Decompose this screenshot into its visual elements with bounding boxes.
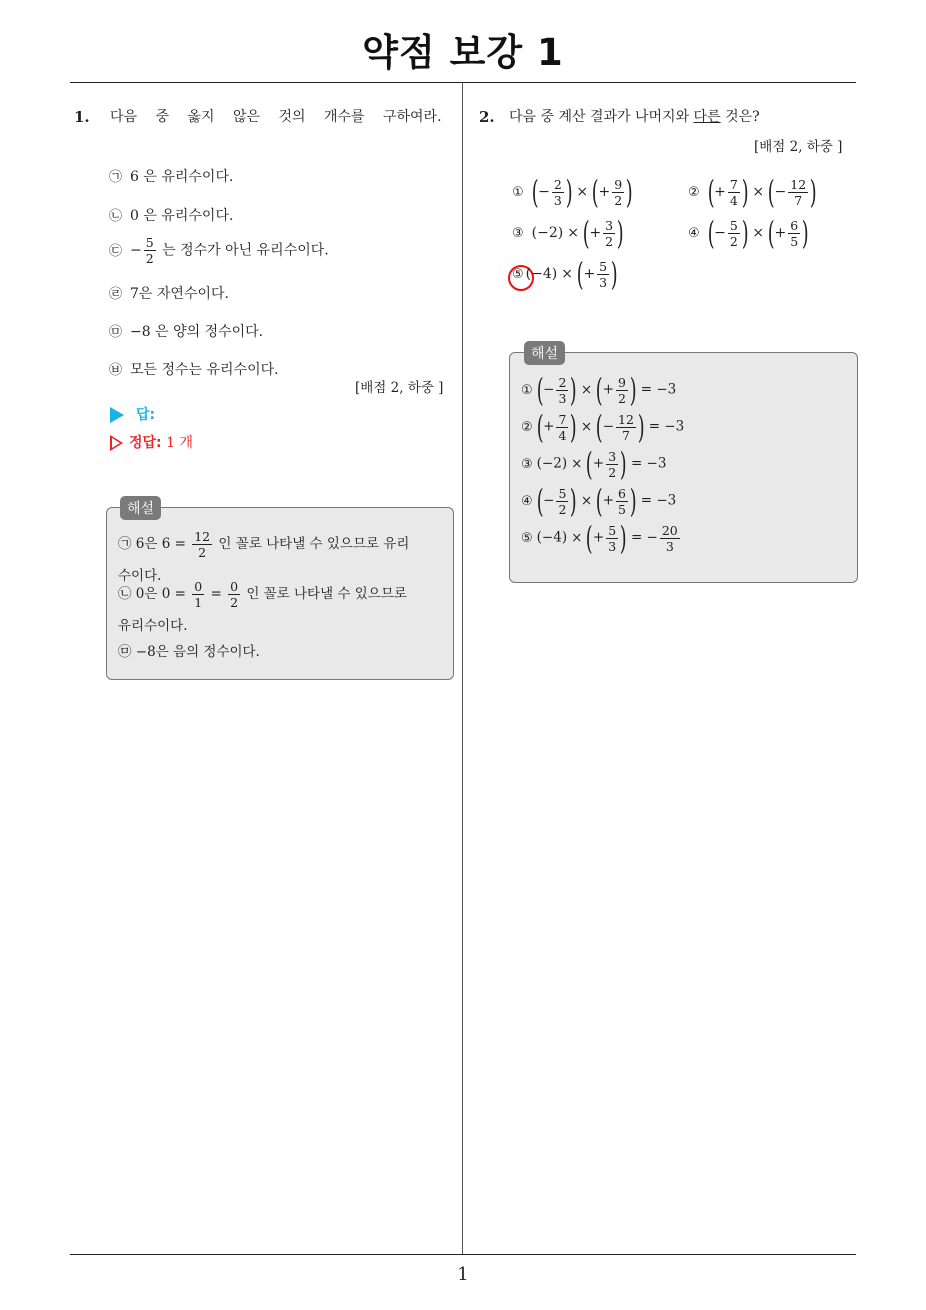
paren: ) <box>637 408 645 446</box>
choice-mark: ④ <box>521 493 533 509</box>
fraction-denominator: 2 <box>608 464 617 480</box>
paren: ( <box>767 214 775 252</box>
q2-solution-line-1 <box>521 371 677 409</box>
paren: ) <box>629 371 637 409</box>
sign: + <box>543 418 555 435</box>
page-title: 약점 보강 1 <box>362 31 564 74</box>
choice-fraction <box>728 178 740 207</box>
q2-solution-line-4 <box>521 482 677 520</box>
q1-item-3-fraction <box>144 236 156 265</box>
footer-rule <box>70 1254 856 1255</box>
choice-fraction <box>788 219 800 248</box>
sign: + <box>602 492 614 509</box>
q1-solution-tag: 해설 <box>120 496 161 520</box>
q1-solution-line-3 <box>118 580 407 609</box>
choice-mark: ③ <box>512 226 524 241</box>
sol-fraction <box>660 524 680 553</box>
sign: + <box>602 381 614 398</box>
fraction-numerator: 5 <box>729 217 738 233</box>
q2-choice-5[interactable] <box>512 255 618 293</box>
times-sign: × <box>561 266 573 282</box>
times-sign: × <box>752 225 765 241</box>
q1-item-6 <box>109 359 279 379</box>
fraction-denominator: 2 <box>618 390 626 406</box>
fraction-numerator: 5 <box>145 235 154 250</box>
choice-fraction <box>788 178 808 207</box>
paren: ) <box>570 482 578 520</box>
q1-item-4-text: 7은 자연수이다. <box>130 286 229 302</box>
sign: + <box>592 455 605 472</box>
sol-text: 인 꼴로 나타낼 수 있으므로 <box>246 586 407 602</box>
play-arrow-icon <box>110 407 124 423</box>
fraction-numerator: 3 <box>605 217 614 233</box>
q2-choice-3[interactable] <box>512 214 624 252</box>
fraction-denominator: 2 <box>729 233 738 249</box>
sign: + <box>774 225 787 241</box>
sign: − <box>543 492 555 509</box>
q2-solution-line-2 <box>521 408 685 446</box>
q1-item-5-text: −8 은 양의 정수이다. <box>130 324 264 340</box>
paren: ( <box>582 214 590 252</box>
sol-text: = <box>210 586 222 602</box>
q2-choice-2[interactable] <box>688 173 817 211</box>
choice-mark: ② <box>521 419 533 435</box>
underlined-word: 다른 <box>693 109 721 125</box>
paren: ) <box>616 214 624 252</box>
q1-item-1 <box>109 166 233 186</box>
times-sign: × <box>571 455 583 472</box>
q1-solution-line-5: ㉤ −8은 음의 정수이다. <box>118 644 260 660</box>
q1-item-5-mark: ㉤ <box>109 325 123 340</box>
sol-fraction <box>616 376 628 405</box>
sign: − <box>543 381 555 398</box>
sign: + <box>583 266 596 282</box>
fraction-denominator: 2 <box>230 595 239 610</box>
paren: ( <box>531 173 539 211</box>
paren: ) <box>741 173 749 211</box>
q1-solution-line-1 <box>118 530 409 559</box>
q1-item-3-text: 는 정수가 아닌 유리수이다. <box>162 242 329 259</box>
question-text: 것은? <box>725 109 760 125</box>
sol-text: 인 꼴로 나타낼 수 있으므로 유리 <box>218 536 410 552</box>
sol-fraction <box>616 487 628 516</box>
paren: ) <box>626 173 633 211</box>
q1-item-4 <box>109 283 229 303</box>
result: = −3 <box>630 455 667 472</box>
fraction-numerator: 20 <box>661 522 678 538</box>
choice-mark: ① <box>521 382 533 398</box>
page-number: 1 <box>457 1264 469 1285</box>
fraction-denominator: 3 <box>599 274 608 290</box>
fraction-denominator: 7 <box>621 427 630 443</box>
sol-fraction <box>556 413 568 442</box>
paren: ( <box>767 173 775 211</box>
correct-label-text: 정답: <box>129 435 162 451</box>
fraction-denominator: 2 <box>558 501 567 517</box>
times-sign: × <box>580 492 593 509</box>
sign: − <box>714 225 726 241</box>
choice-mark: ① <box>512 185 524 200</box>
sol-fraction <box>606 450 618 479</box>
sign: − <box>602 418 614 435</box>
sol-fraction <box>192 530 212 559</box>
choice-mark: ⑤ <box>512 267 524 282</box>
q2-points: [배점 2, 하중 ] <box>754 139 843 155</box>
fraction-denominator: 2 <box>198 545 207 560</box>
fraction-numerator: 5 <box>558 485 567 501</box>
result: = − <box>630 529 658 546</box>
sign: − <box>774 184 787 200</box>
q1-item-6-mark: ㉥ <box>109 363 123 378</box>
fraction-denominator: 3 <box>553 192 562 208</box>
result: = −3 <box>640 381 677 398</box>
fraction-denominator: 3 <box>558 390 567 406</box>
fraction-numerator: 0 <box>230 579 239 594</box>
q1-item-4-mark: ㉣ <box>109 287 123 302</box>
sol-fraction <box>616 413 636 442</box>
paren: ) <box>570 408 578 446</box>
q1-answer-label <box>110 404 155 424</box>
correct-value: 1 개 <box>166 435 193 451</box>
times-sign: × <box>580 418 593 435</box>
fraction-denominator: 3 <box>665 538 674 554</box>
paren: ( <box>591 173 599 211</box>
fraction-numerator: 2 <box>558 374 567 390</box>
q1-points: [배점 2, 하중 ] <box>355 380 444 396</box>
header-rule <box>70 82 856 83</box>
fraction-denominator: 3 <box>608 538 617 554</box>
factor: (−2) <box>531 225 564 241</box>
q1-item-2 <box>109 205 233 225</box>
question-1-number: 1. <box>74 108 90 126</box>
fraction-denominator: 1 <box>194 595 203 610</box>
paren: ( <box>536 371 544 409</box>
fraction-denominator: 2 <box>614 192 623 208</box>
times-sign: × <box>571 529 583 546</box>
fraction-denominator: 5 <box>618 501 626 517</box>
factor: (−4) <box>525 266 558 282</box>
choice-mark: ② <box>688 185 700 200</box>
fraction-denominator: 5 <box>790 233 799 249</box>
paren: ( <box>596 482 603 520</box>
fraction-denominator: 4 <box>729 192 738 208</box>
fraction-numerator: 5 <box>608 522 617 538</box>
factor: (−4) <box>536 529 568 546</box>
fraction-numerator: 9 <box>614 176 623 192</box>
fraction-numerator: 7 <box>729 176 738 192</box>
fraction-denominator: 4 <box>558 427 567 443</box>
sol-fraction <box>606 524 618 553</box>
sol-fraction <box>556 487 568 516</box>
fraction-numerator: 3 <box>608 448 617 464</box>
outline-arrow-icon <box>110 435 123 451</box>
paren: ( <box>586 519 594 557</box>
fraction-numerator: 6 <box>618 485 626 501</box>
q2-solution-line-5 <box>521 519 682 557</box>
times-sign: × <box>752 184 765 200</box>
column-divider <box>462 83 463 1255</box>
fraction-denominator: 2 <box>605 233 614 249</box>
sol-fraction <box>228 580 240 609</box>
q1-item-2-text: 0 은 유리수이다. <box>130 208 234 224</box>
choice-fraction <box>612 178 624 207</box>
fraction-numerator: 7 <box>558 411 567 427</box>
paren: ( <box>536 408 544 446</box>
fraction-numerator: 12 <box>790 176 807 192</box>
question-2-text <box>509 104 760 130</box>
choice-fraction <box>552 178 564 207</box>
q1-item-6-text: 모든 정수는 유리수이다. <box>130 362 279 378</box>
paren: ( <box>596 408 603 446</box>
paren: ) <box>619 445 627 483</box>
times-sign: × <box>567 225 579 241</box>
fraction-numerator: 9 <box>618 374 626 390</box>
fraction-numerator: 6 <box>790 217 799 233</box>
question-text: 다음 중 계산 결과가 나머지와 <box>509 109 690 125</box>
paren: ( <box>586 445 594 483</box>
q2-solution-tag: 해설 <box>524 341 565 365</box>
q1-correct-answer <box>110 432 193 452</box>
sol-fraction <box>556 376 568 405</box>
q1-item-1-mark: ㉠ <box>109 170 123 185</box>
sol-text: ㉡ 0은 0 = <box>118 586 186 602</box>
sign: + <box>589 225 602 241</box>
sign: + <box>598 184 611 200</box>
choice-fraction <box>728 219 740 248</box>
question-1-text: 다음 중 옳지 않은 것의 개수를 구하여라. <box>110 109 442 125</box>
paren: ( <box>707 214 715 252</box>
paren: ) <box>619 519 627 557</box>
sol-text: ㉠ 6은 6 = <box>118 536 186 552</box>
choice-mark: ③ <box>521 456 533 472</box>
choice-fraction <box>597 260 609 289</box>
choice-mark: ④ <box>688 226 700 241</box>
paren: ) <box>570 371 578 409</box>
paren: ) <box>629 482 637 520</box>
choice-mark: ⑤ <box>521 530 533 546</box>
fraction-denominator: 2 <box>145 251 154 266</box>
q2-choice-4[interactable] <box>688 214 809 252</box>
q2-solution-line-3 <box>521 445 667 483</box>
paren: ) <box>802 214 809 252</box>
q2-choice-1[interactable] <box>512 173 633 211</box>
sign: + <box>592 529 605 546</box>
choice-fraction <box>603 219 615 248</box>
question-2-number: 2. <box>479 108 495 126</box>
q1-solution-line-4: 유리수이다. <box>118 618 188 634</box>
paren: ) <box>741 214 749 252</box>
q1-item-3-mark: ㉢ <box>109 243 123 259</box>
result: = −3 <box>648 418 685 435</box>
paren: ( <box>596 371 603 409</box>
sol-fraction <box>192 580 204 609</box>
paren: ( <box>707 173 715 211</box>
answer-label-text: 답: <box>136 407 156 423</box>
q1-item-5 <box>109 321 263 341</box>
paren: ) <box>610 255 618 293</box>
result: = −3 <box>640 492 677 509</box>
q1-item-1-text: 6 은 유리수이다. <box>130 169 234 185</box>
q1-item-3-prefix: − <box>130 242 142 259</box>
fraction-numerator: 12 <box>194 529 211 544</box>
paren: ) <box>809 173 817 211</box>
fraction-numerator: 5 <box>599 258 608 274</box>
paren: ( <box>536 482 544 520</box>
paren: ) <box>565 173 573 211</box>
times-sign: × <box>576 184 589 200</box>
factor: (−2) <box>536 455 568 472</box>
times-sign: × <box>580 381 593 398</box>
sign: + <box>714 184 726 200</box>
q1-item-2-mark: ㉡ <box>109 209 123 224</box>
fraction-numerator: 0 <box>194 579 203 594</box>
q1-item-3 <box>109 236 329 265</box>
q1-solution-line-2: 수이다. <box>118 568 162 584</box>
fraction-denominator: 7 <box>794 192 803 208</box>
fraction-numerator: 2 <box>553 176 562 192</box>
sign: − <box>538 184 550 200</box>
fraction-numerator: 12 <box>618 411 634 427</box>
paren: ( <box>576 255 584 293</box>
